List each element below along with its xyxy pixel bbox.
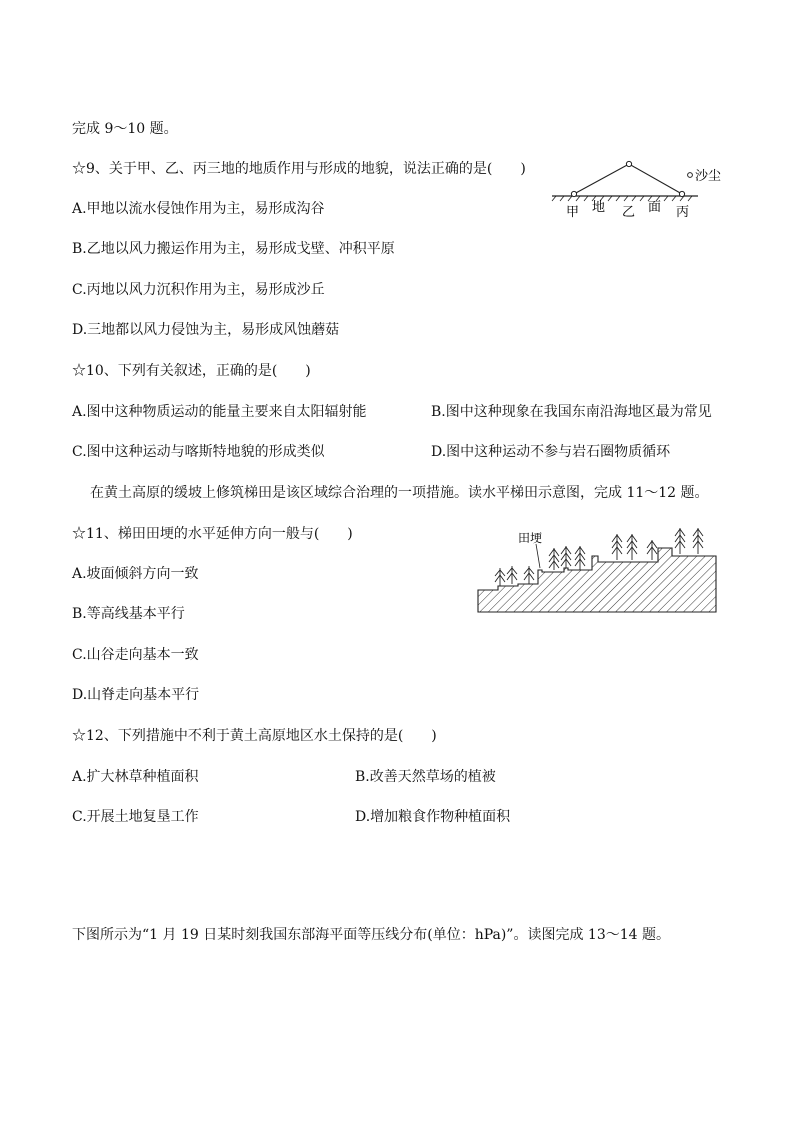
q10-option-d: D.图中这种运动不参与岩石圈物质循环 bbox=[431, 444, 671, 460]
tree bbox=[507, 566, 517, 584]
tree bbox=[495, 568, 505, 586]
terrace-figure bbox=[474, 524, 722, 616]
terrace-slope bbox=[478, 548, 716, 612]
label-di: 地 bbox=[592, 200, 606, 215]
wind-landform-figure bbox=[548, 152, 728, 224]
tree bbox=[549, 548, 559, 570]
q12-option-c: C.开展土地复垦工作 bbox=[72, 809, 199, 825]
intro-9-10: 完成 9～10 题。 bbox=[72, 121, 178, 137]
label-bing: 丙 bbox=[676, 205, 690, 220]
tree bbox=[693, 528, 703, 554]
q9-option-b: B.乙地以风力搬运作用为主，易形成戈壁、冲积平原 bbox=[72, 241, 395, 257]
label-ridge: 田埂 bbox=[518, 531, 543, 545]
q11-option-d: D.山脊走向基本平行 bbox=[72, 687, 200, 703]
label-sand: 沙尘 bbox=[695, 169, 722, 184]
label-yi: 乙 bbox=[622, 205, 636, 220]
ridge-pointer bbox=[536, 544, 540, 568]
sand-trajectory bbox=[574, 164, 682, 194]
label-jia: 甲 bbox=[566, 205, 580, 220]
intro-11-12: 在黄土高原的缓坡上修筑梯田是该区域综合治理的一项措施。读水平梯田示意图，完成 11～12 题。 bbox=[90, 485, 709, 501]
tree bbox=[524, 566, 534, 584]
tree bbox=[675, 528, 685, 554]
tree bbox=[575, 546, 585, 570]
sand-legend-dot bbox=[688, 173, 693, 178]
sand-particle-yi bbox=[626, 161, 631, 166]
question-12-stem: ☆12、下列措施中不利于黄土高原地区水土保持的是( ) bbox=[72, 728, 437, 744]
q9-option-c: C.丙地以风力沉积作用为主，易形成沙丘 bbox=[72, 282, 325, 298]
tree bbox=[561, 546, 571, 568]
tree bbox=[627, 534, 637, 560]
q9-option-a: A.甲地以流水侵蚀作用为主，易形成沟谷 bbox=[72, 201, 325, 217]
question-10-stem: ☆10、下列有关叙述，正确的是( ) bbox=[72, 363, 311, 379]
sand-particle-jia bbox=[571, 191, 576, 196]
tree bbox=[612, 534, 622, 560]
question-11-stem: ☆11、梯田田埂的水平延伸方向一般与( ) bbox=[72, 526, 353, 542]
question-9-stem: ☆9、关于甲、乙、丙三地的地质作用与形成的地貌，说法正确的是( ) bbox=[72, 161, 526, 177]
tree bbox=[647, 540, 657, 560]
q10-option-a: A.图中这种物质运动的能量主要来自太阳辐射能 bbox=[72, 404, 367, 420]
q12-option-b: B.改善天然草场的植被 bbox=[355, 769, 496, 785]
q11-option-c: C.山谷走向基本一致 bbox=[72, 647, 199, 663]
q10-option-b: B.图中这种现象在我国东南沿海地区最为常见 bbox=[431, 404, 712, 420]
q12-option-a: A.扩大林草种植面积 bbox=[72, 769, 199, 785]
sand-particle-bing bbox=[679, 191, 684, 196]
q12-option-d: D.增加粮食作物种植面积 bbox=[355, 809, 511, 825]
q10-option-c: C.图中这种运动与喀斯特地貌的形成类似 bbox=[72, 444, 325, 460]
q11-option-b: B.等高线基本平行 bbox=[72, 606, 185, 622]
q11-option-a: A.坡面倾斜方向一致 bbox=[72, 566, 199, 582]
intro-13-14: 下图所示为“1 月 19 日某时刻我国东部海平面等压线分布(单位：hPa)”。读图完成 13～14 题。 bbox=[72, 927, 670, 943]
label-mian: 面 bbox=[648, 200, 662, 215]
q9-option-d: D.三地都以风力侵蚀为主，易形成风蚀蘑菇 bbox=[72, 322, 340, 338]
